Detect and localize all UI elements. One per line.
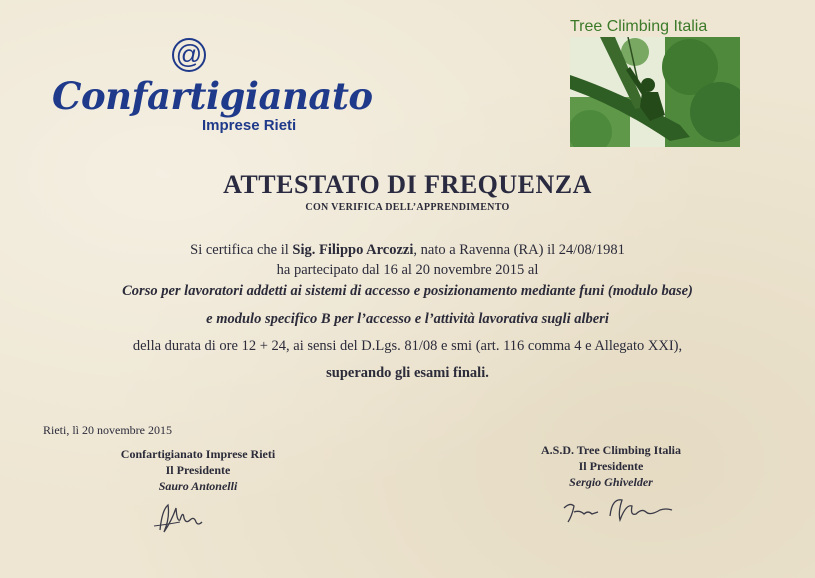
logo-brand-text: Confartigianato (52, 74, 373, 118)
signature-right (560, 492, 680, 528)
place-date: Rieti, lì 20 novembre 2015 (43, 423, 172, 437)
participant-name: Sig. Filippo Arcozzi (292, 242, 414, 258)
course-duration: della durata di ore 12 + 24, ai sensi del D.Lgs. 81/08 e smi (art. 116 comma 4 e Allegato XXI), (132, 338, 683, 354)
signatory-right-role: Il Presidente (578, 459, 644, 473)
confartigianato-logo (52, 36, 373, 146)
exam-result: superando gli esami finali. (326, 365, 489, 381)
signature-left (150, 500, 210, 536)
course-module: e modulo specifico B per l’accesso e l’attività lavorativa sugli alberi (206, 311, 609, 327)
certification-line (0, 242, 815, 259)
signatory-right-name: Sergio Ghivelder (569, 475, 653, 489)
course-name: Corso per lavoratori addetti ai sistemi di accesso e posizionamento mediante funi (modulo base) (122, 283, 693, 299)
signatory-right (511, 442, 711, 490)
logo-brand-subtext: Imprese Rieti (202, 117, 297, 134)
signatory-left-org: Confartigianato Imprese Rieti (120, 447, 276, 461)
signatory-right-org: A.S.D. Tree Climbing Italia (540, 443, 681, 457)
birth-info: , nato a Ravenna (RA) il 24/08/1981 (413, 242, 625, 258)
tree-climber-photo-icon (570, 37, 740, 147)
at-symbol-icon: @ (172, 38, 206, 72)
signatory-left-role: Il Presidente (165, 463, 231, 477)
signatory-left (98, 446, 298, 494)
tree-climbing-logo (566, 18, 746, 148)
certificate-title: ATTESTATO DI FREQUENZA (223, 170, 592, 199)
certificate-subtitle: CON VERIFICA DELL’APPRENDIMENTO (305, 202, 510, 213)
participation-dates: ha partecipato dal 16 al 20 novembre 2015 al (276, 262, 539, 278)
signatory-left-name: Sauro Antonelli (158, 479, 238, 493)
certification-prefix: Si certifica che il (190, 242, 293, 258)
tree-climbing-logo-title: Tree Climbing Italia (570, 18, 708, 35)
